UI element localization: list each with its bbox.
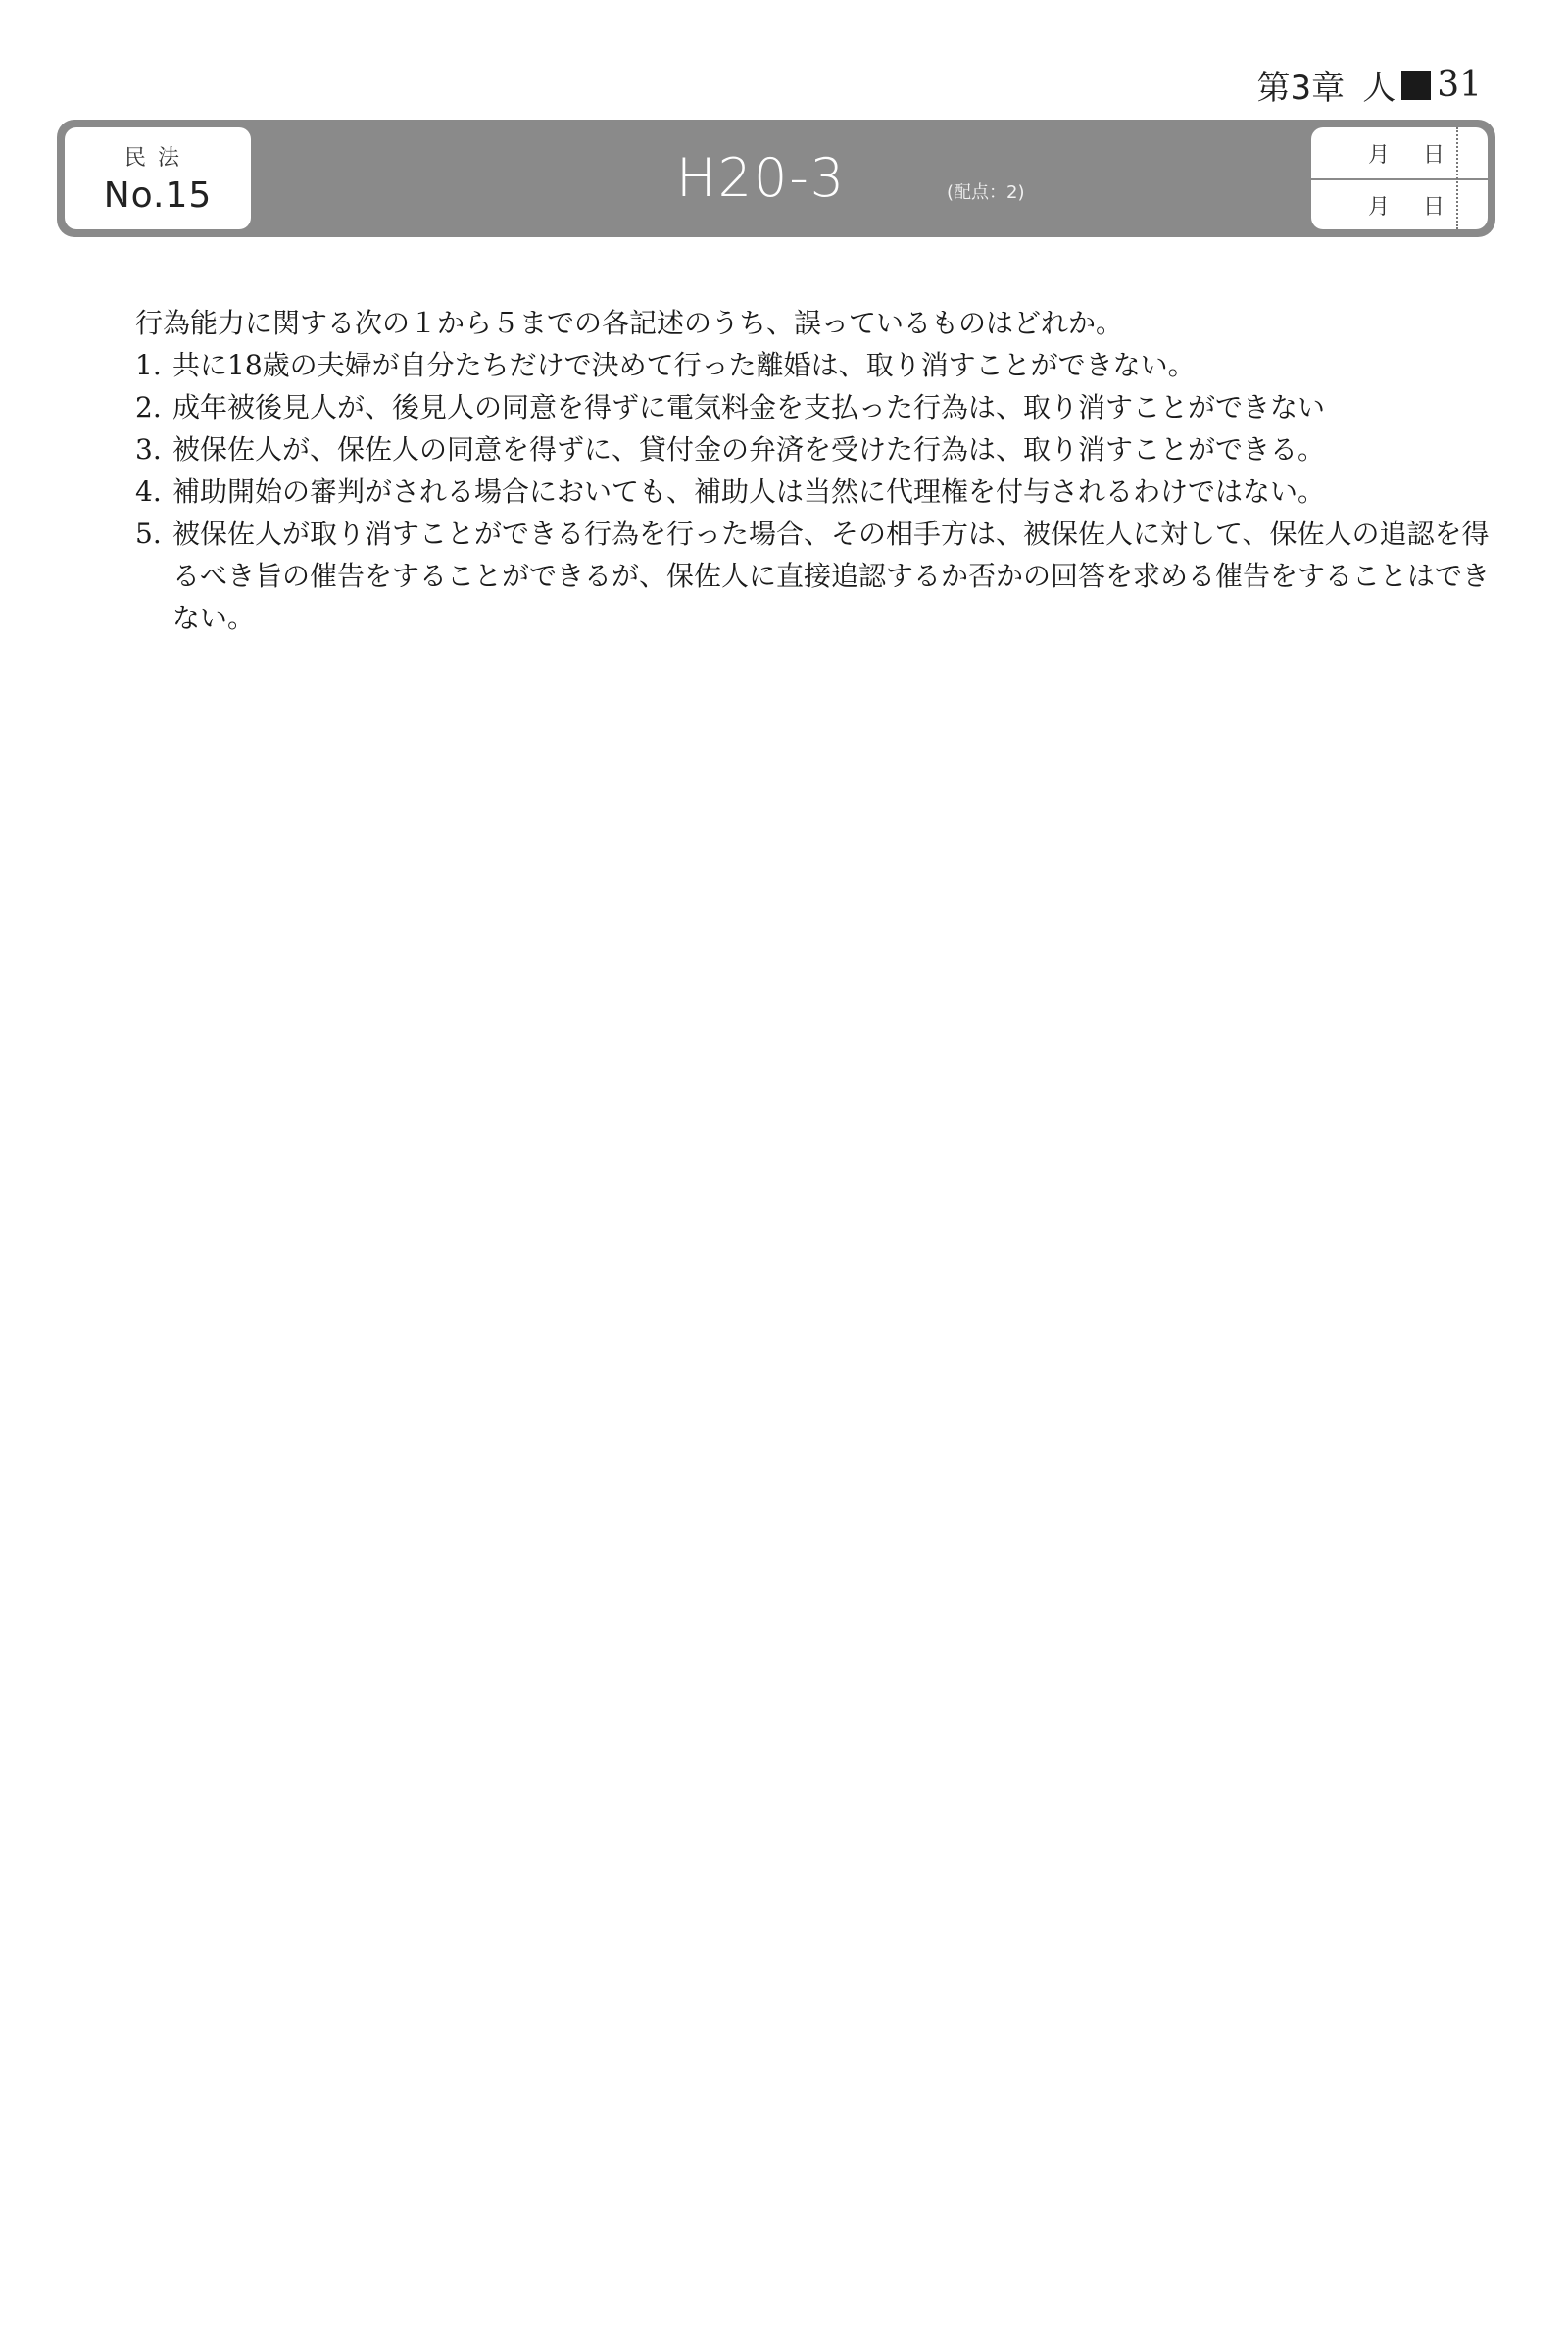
running-header	[1257, 61, 1482, 109]
square-separator-icon	[1401, 71, 1431, 100]
choice-number: 3.	[135, 433, 162, 466]
choice-text: 被保佐人が、保佐人の同意を得ずに、貸付金の弁済を受けた行為は、取り消すことができる。	[172, 433, 1326, 466]
score-label: (配点：2)	[947, 182, 1025, 203]
section-label: 人	[1362, 69, 1396, 108]
choice-item	[135, 344, 1497, 386]
answer-choices	[135, 344, 1497, 639]
subject-label: 民法	[123, 146, 191, 171]
date-row	[1311, 127, 1488, 178]
page-number: 31	[1437, 65, 1482, 105]
problem-id: H20-3	[676, 147, 847, 209]
date-row	[1311, 178, 1488, 229]
problem-header-bar	[57, 120, 1495, 237]
day-label: 日	[1422, 194, 1445, 220]
choice-item	[135, 386, 1497, 428]
problem-badge	[65, 127, 251, 229]
dotted-divider	[1456, 127, 1458, 229]
choice-text: 共に18歳の夫婦が自分たちだけで決めて行った離婚は、取り消すことができない。	[172, 349, 1196, 381]
choice-number: 2.	[135, 391, 162, 423]
choice-number: 4.	[135, 475, 162, 508]
choice-item	[135, 428, 1497, 471]
choice-text: 成年被後見人が、後見人の同意を得ずに電気料金を支払った行為は、取り消すことができない	[172, 391, 1326, 423]
choice-item	[135, 513, 1497, 639]
day-label: 日	[1422, 142, 1445, 168]
choice-text: 補助開始の審判がされる場合においても、補助人は当然に代理権を付与されるわけではない。	[172, 475, 1326, 508]
month-label: 月	[1367, 194, 1390, 220]
choice-number: 1.	[135, 349, 162, 381]
problem-number: No.15	[103, 175, 213, 216]
month-label: 月	[1367, 142, 1390, 168]
choice-number: 5.	[135, 518, 162, 550]
study-date-box	[1311, 127, 1488, 229]
chapter-label: 第3章	[1256, 69, 1346, 108]
problem-content	[135, 302, 1497, 639]
choice-item	[135, 471, 1497, 513]
choice-text: 被保佐人が取り消すことができる行為を行った場合、その相手方は、被保佐人に対して、保佐人の追認を得るべき旨の催告をすることができるが、保佐人に直接追認するか否かの回答を求める催告をすることはできない。	[172, 518, 1491, 634]
question-stem: 行為能力に関する次の１から５までの各記述のうち、誤っているものはどれか。	[135, 307, 1124, 339]
